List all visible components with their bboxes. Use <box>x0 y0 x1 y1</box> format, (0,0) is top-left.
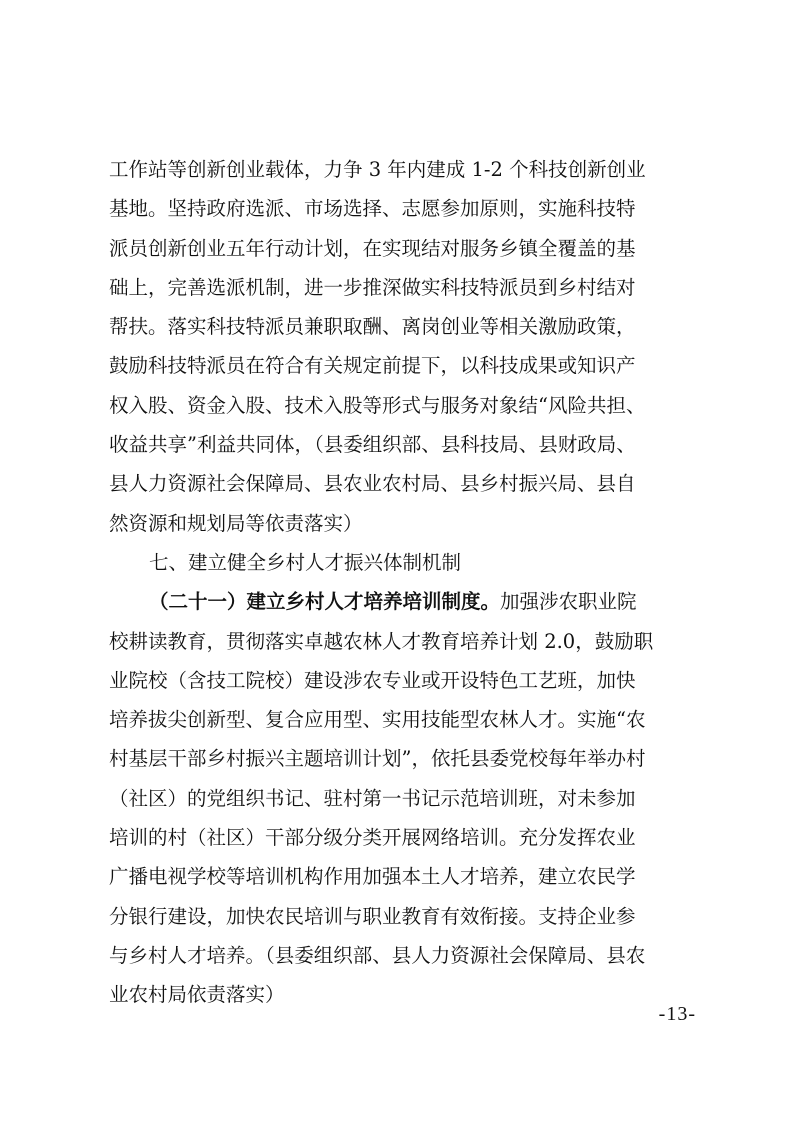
text-line: 与乡村人才培养。（县委组织部、县人力资源社会保障局、县农 <box>109 943 646 967</box>
text-line: 村基层干部乡村振兴主题培训计划”，依托县委党校每年举办村 <box>109 747 646 771</box>
page-number: -13- <box>658 1003 696 1025</box>
body-text <box>109 150 699 1015</box>
text-fragment: 加强涉农职业院 <box>500 590 637 614</box>
section-heading: 七、建立健全乡村人才振兴体制机制 <box>149 550 462 574</box>
text-line: 分银行建设，加快农民培训与职业教育有效衔接。支持企业参 <box>109 904 636 928</box>
subsection-title: （二十一）建立乡村人才培养培训制度。 <box>149 590 501 614</box>
text-line: 校耕读教育，贯彻落实卓越农林人才教育培养计划 2.0，鼓励职 <box>109 629 654 653</box>
paragraph-1 <box>109 150 699 543</box>
text-line: 县人力资源社会保障局、县农业农村局、县乡村振兴局、县自 <box>109 472 636 496</box>
text-line: 鼓励科技特派员在符合有关规定前提下，以科技成果或知识产 <box>109 354 636 378</box>
text-line: 工作站等创新创业载体，力争 3 年内建成 1-2 个科技创新创业 <box>109 158 646 181</box>
text-line: 收益共享”利益共同体，（县委组织部、县科技局、县财政局、 <box>109 433 636 457</box>
text-line: 权入股、资金入股、技术入股等形式与服务对象结“风险共担、 <box>109 393 646 417</box>
text-line: （社区）的党组织书记、驻村第一书记示范培训班，对未参加 <box>109 786 636 810</box>
paragraph-2 <box>109 582 699 1014</box>
text-line: 广播电视学校等培训机构作用加强本土人才培养，建立农民学 <box>109 865 636 889</box>
text-line: 基地。坚持政府选派、市场选择、志愿参加原则，实施科技特 <box>109 197 636 221</box>
text-line: 培养拔尖创新型、复合应用型、实用技能型农林人才。实施“农 <box>109 708 646 732</box>
text-line: 培训的村（社区）干部分级分类开展网络培训。充分发挥农业 <box>109 826 636 850</box>
text-line: 业院校（含技工院校）建设涉农专业或开设特色工艺班，加快 <box>109 668 636 692</box>
text-line: 帮扶。落实科技特派员兼职取酬、离岗创业等相关激励政策， <box>109 315 636 339</box>
paragraph-2-first-line <box>109 582 699 621</box>
text-line: 础上，完善选派机制，进一步推深做实科技特派员到乡村结对 <box>109 275 636 299</box>
text-line: 然资源和规划局等依责落实） <box>109 511 363 535</box>
text-line: 业农村局依责落实） <box>109 983 285 1007</box>
text-line: 派员创新创业五年行动计划，在实现结对服务乡镇全覆盖的基 <box>109 236 636 260</box>
